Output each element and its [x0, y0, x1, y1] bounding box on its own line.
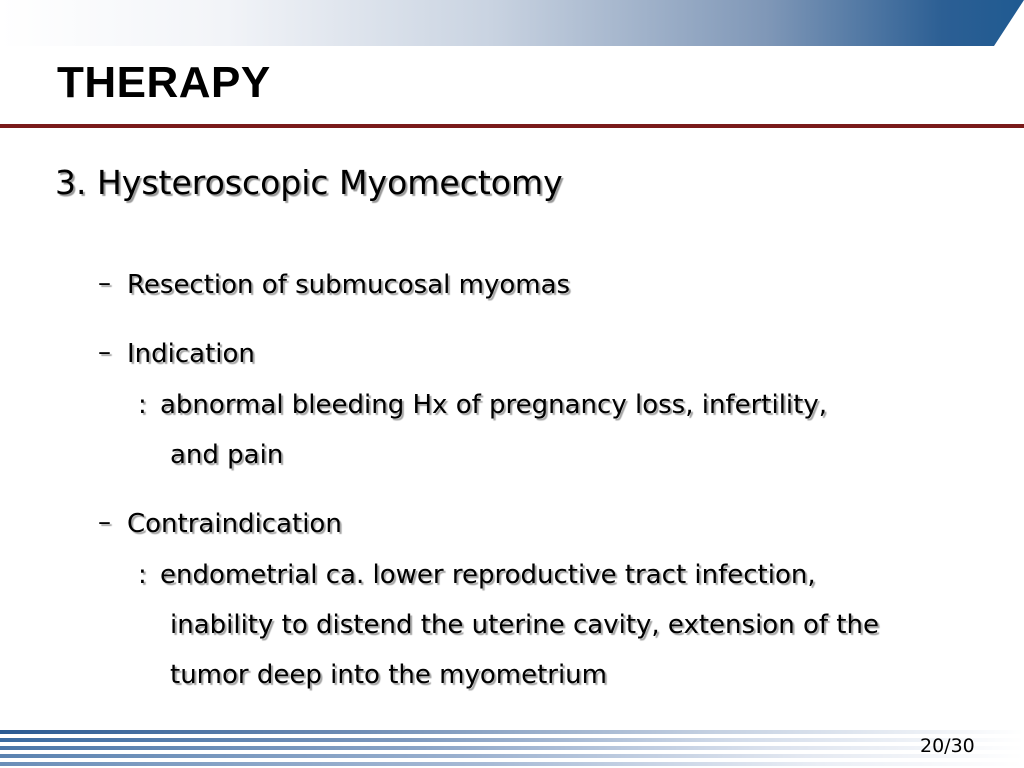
title-divider [0, 124, 1024, 128]
bullet-dash: – [98, 268, 111, 298]
page-number: 20/30 [920, 735, 975, 757]
slide-title: THERAPY [57, 58, 271, 107]
indication-detail-line: and pain [170, 440, 284, 470]
contraindication-detail-line: endometrial ca. lower reproductive tract infection, [160, 560, 816, 590]
detail-colon: : [138, 390, 147, 420]
bullet-dash: – [98, 337, 111, 367]
detail-colon: : [138, 560, 147, 590]
header-gradient-band [0, 0, 1024, 46]
indication-detail-line: abnormal bleeding Hx of pregnancy loss, infertility, [160, 390, 827, 420]
contraindication-detail-line: tumor deep into the myometrium [170, 660, 607, 690]
contraindication-detail-line: inability to distend the uterine cavity, extension of the [170, 610, 879, 640]
bullet-dash: – [98, 507, 111, 537]
bullet-text-contraindication: Contraindication [127, 509, 342, 539]
footer-stripes [0, 730, 1024, 768]
section-heading: 3. Hysteroscopic Myomectomy [55, 163, 563, 202]
bullet-text-resection: Resection of submucosal myomas [127, 270, 571, 300]
bullet-text-indication: Indication [127, 339, 255, 369]
